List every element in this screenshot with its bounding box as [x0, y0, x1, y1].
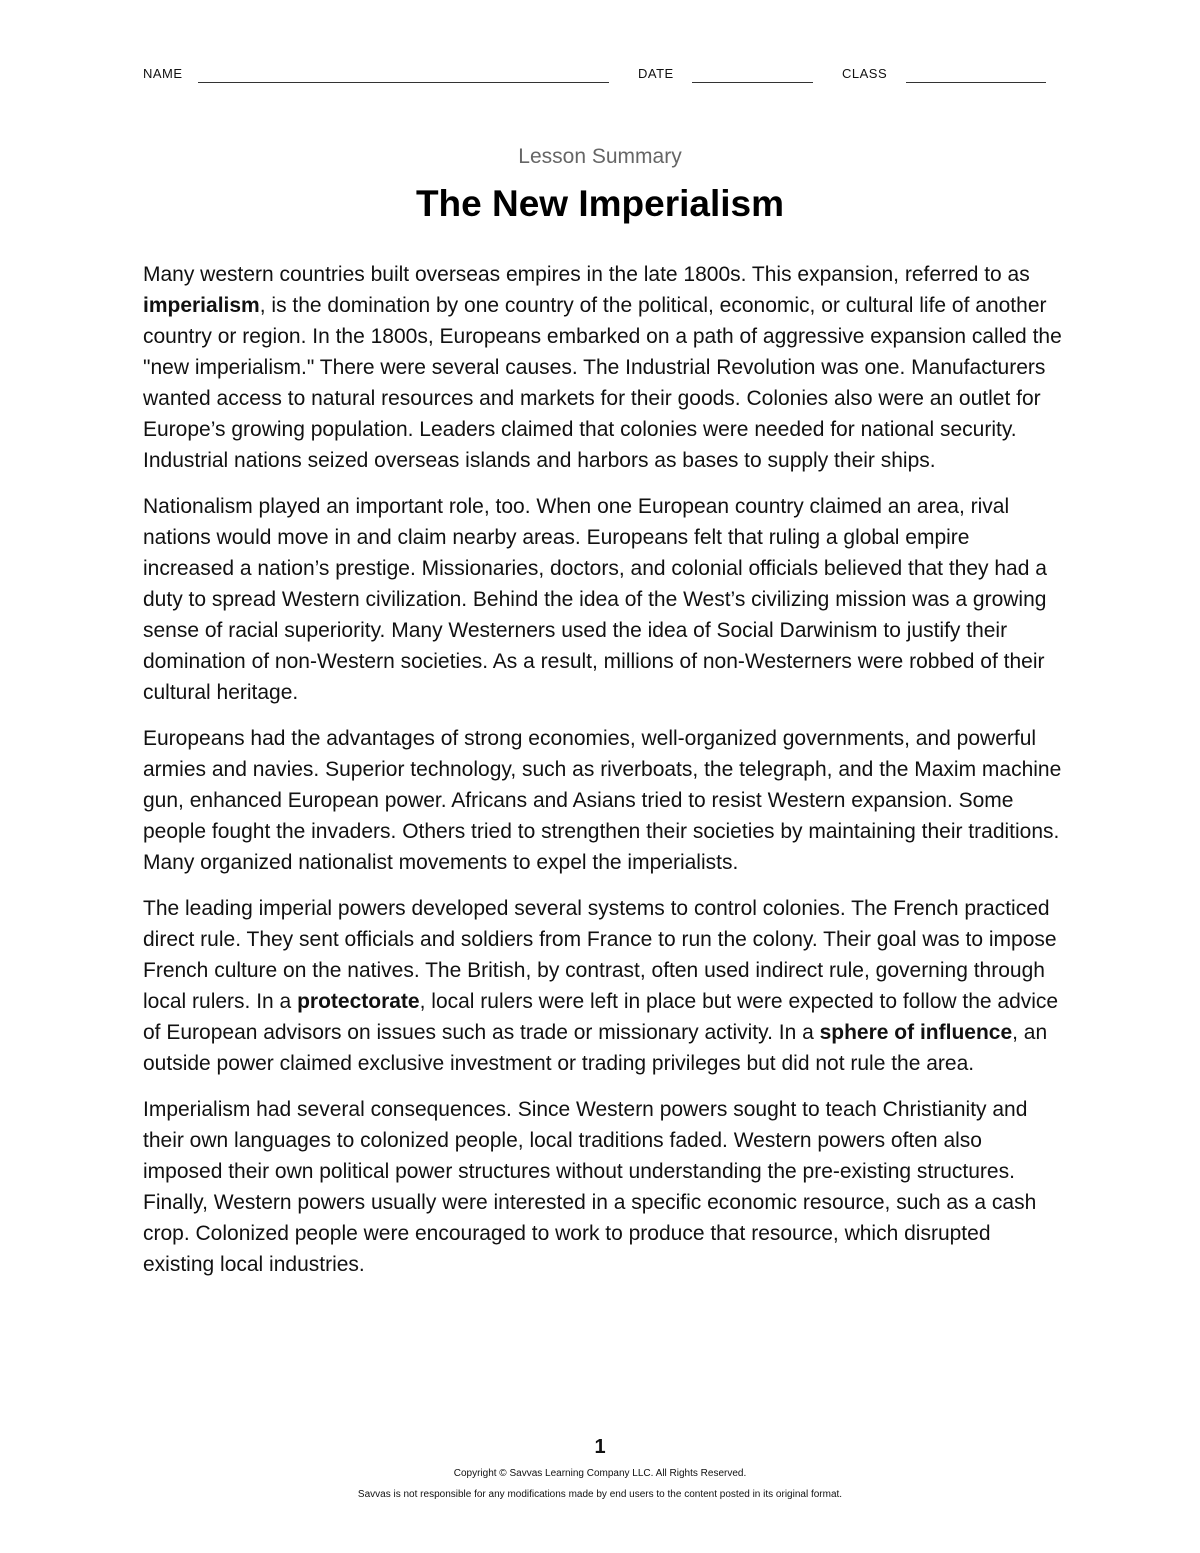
name-label: NAME	[143, 66, 183, 81]
paragraph-text: The leading imperial powers developed several systems to control colonies. The French practiced direct rule. They sent officials and soldiers from France to run the colony. Their goal was to impose French culture on the natives. The British, by contrast, often used indirect rule, governing through local rulers. In a	[143, 897, 1057, 1013]
paragraph-text: Nationalism played an important role, too. When one European country claimed an area, rival nations would move in and claim nearby areas. Europeans felt that ruling a global empire increased a nation’s prestige. Missionaries, doctors, and colonial officials believed that they had a duty to spread Western civilization. Behind the idea of the West’s civilizing mission was a growing sense of racial superiority. Many Westerners used the idea of Social Darwinism to justify their domination of non-Western societies. As a result, millions of non-Westerners were robbed of their cultural heritage.	[143, 495, 1047, 704]
student-info-header	[143, 66, 1046, 90]
name-blank-line	[198, 82, 609, 83]
paragraph-causes	[143, 259, 1063, 476]
disclaimer-notice: Savvas is not responsible for any modifications made by end users to the content posted in its original format.	[357, 1489, 843, 1500]
date-label: DATE	[638, 66, 674, 81]
paragraph-consequences	[143, 1094, 1063, 1280]
paragraph-text: , local rulers were left in place but were expected to follow the advice of European advisors on issues such as trade or missionary activity. In a	[143, 990, 1059, 1044]
key-term-imperialism: imperialism	[143, 294, 260, 317]
paragraph-text: Many western countries built overseas empires in the late 1800s. This expansion, referred to as	[143, 263, 1030, 286]
date-blank-line	[692, 82, 813, 83]
key-term-protectorate: protectorate	[297, 990, 420, 1013]
paragraph-systems	[143, 893, 1063, 1079]
paragraph-nationalism	[143, 491, 1063, 708]
paragraph-advantages	[143, 723, 1063, 878]
key-term-sphere-of-influence: sphere of influence	[819, 1021, 1013, 1044]
class-blank-line	[906, 82, 1046, 83]
page-title: The New Imperialism	[415, 183, 785, 224]
copyright-notice: Copyright © Savvas Learning Company LLC. All Rights Reserved.	[453, 1468, 747, 1479]
lesson-summary-subtitle: Lesson Summary	[518, 145, 682, 168]
paragraph-text: Europeans had the advantages of strong economies, well-organized governments, and powerful armies and navies. Superior technology, such as riverboats, the telegraph, and the Maxim machine gun, enhanced European power. Africans and Asians tried to resist Western expansion. Some people fought the invaders. Others tried to strengthen their societies by maintaining their traditions. Many organized nationalist movements to expel the imperialists.	[143, 727, 1062, 874]
page-number: 1	[594, 1436, 606, 1458]
paragraph-text: , an outside power claimed exclusive investment or trading privileges but did not rule the area.	[143, 1021, 1048, 1075]
class-label: CLASS	[842, 66, 888, 81]
paragraph-text: , is the domination by one country of the political, economic, or cultural life of another country or region. In the 1800s, Europeans embarked on a path of aggressive expansion called the "new imperialism." There were several causes. The Industrial Revolution was one. Manufacturers wanted access to natural resources and markets for their goods. Colonies also were an outlet for Europe’s growing population. Leaders claimed that colonies were needed for national security. Industrial nations seized overseas islands and harbors as bases to supply their ships.	[143, 294, 1062, 472]
paragraph-text: Imperialism had several consequences. Since Western powers sought to teach Christianity and their own languages to colonized people, local traditions faded. Western powers often also imposed their own political power structures without understanding the pre-existing structures. Finally, Western powers usually were interested in a specific economic resource, such as a cash crop. Colonized people were encouraged to work to produce that resource, which disrupted existing local industries.	[143, 1098, 1037, 1276]
summary-body	[143, 259, 1063, 1295]
